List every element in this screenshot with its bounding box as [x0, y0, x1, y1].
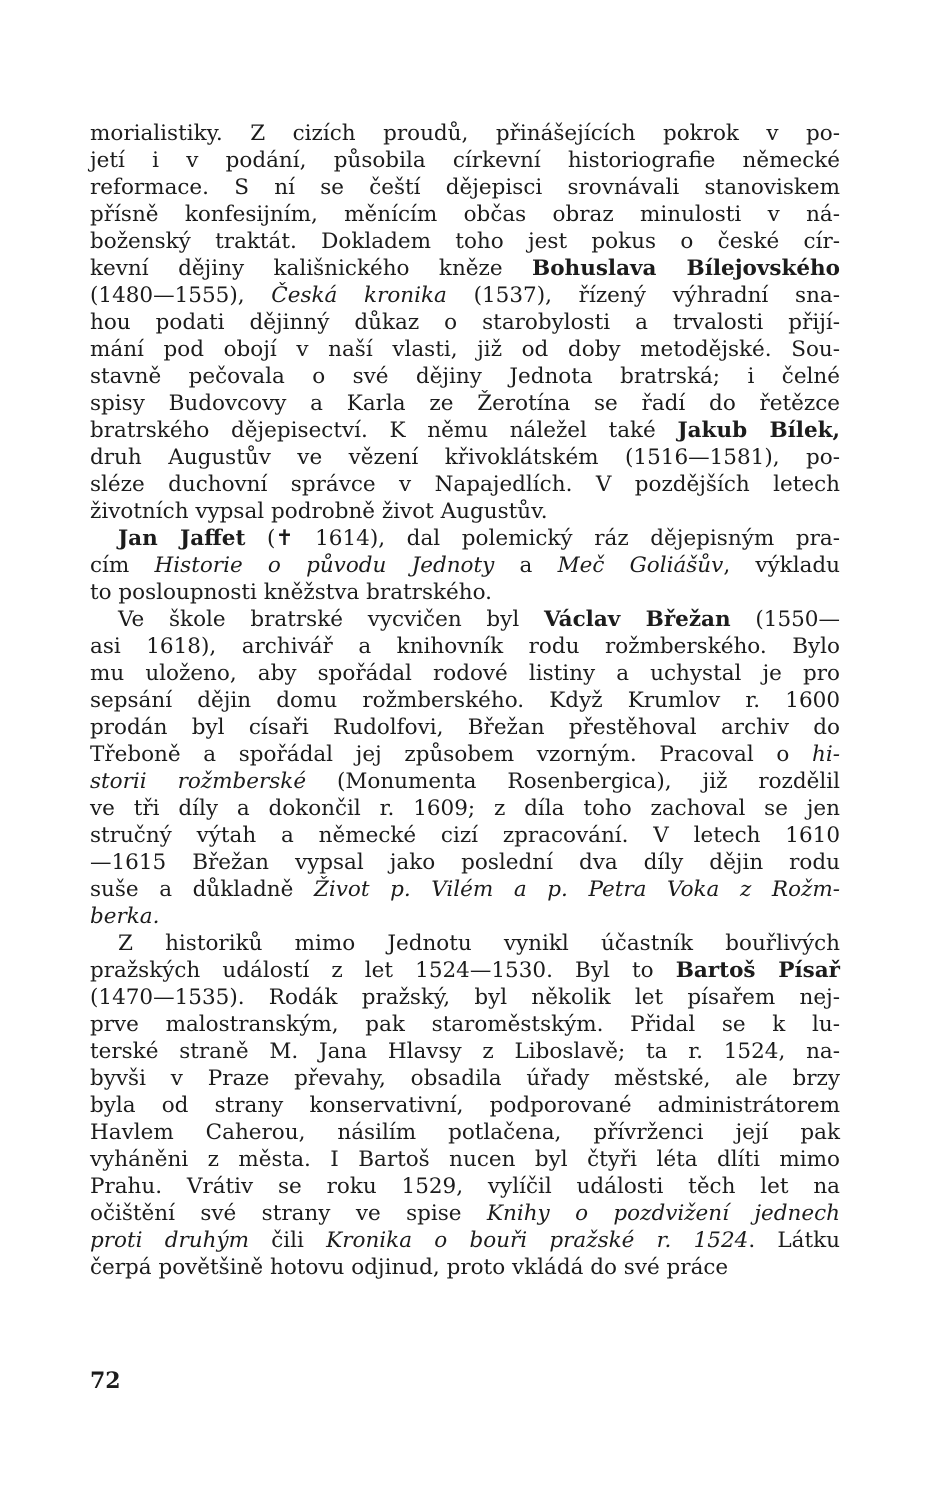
text-segment: bratrského dějepisectví. K němu náležel také	[90, 418, 678, 443]
text-line	[90, 174, 840, 201]
text-segment: pražských událostí z let 1524—1530. Byl to	[90, 958, 676, 983]
italic-title: Meč Goliášův	[557, 553, 724, 578]
text-segment: morialistiky. Z cizích proudů, přinášejících pokrok v po-	[90, 121, 840, 146]
text-line	[90, 1146, 840, 1173]
text-line	[90, 525, 840, 552]
text-segment: přísně konfesijním, měnícím občas obraz minulosti v ná-	[90, 202, 840, 227]
text-line	[90, 120, 840, 147]
text-segment: sléze duchovní správce v Napajedlích. V pozdějších letech	[90, 472, 840, 497]
text-line	[90, 1092, 840, 1119]
italic-title: Knihy o pozdvižení jednech	[486, 1201, 841, 1226]
text-segment: byvši v Praze převahy, obsadila úřady městské, ale brzy	[90, 1066, 840, 1091]
text-line	[90, 552, 840, 579]
text-line	[90, 498, 840, 525]
italic-title: Historie o původu Jednoty	[154, 553, 495, 578]
text-segment: (Monumenta Rosenbergica), již rozdělil	[306, 769, 840, 794]
text-line	[90, 1011, 840, 1038]
text-segment: očištění své strany ve spise	[90, 1201, 487, 1226]
text-line	[90, 390, 840, 417]
bold-name: Bohuslava Bílejovského	[532, 256, 840, 281]
text-line	[90, 795, 840, 822]
text-line	[90, 930, 840, 957]
text-line	[90, 1200, 840, 1227]
text-segment: ve tři díly a dokončil r. 1609; z díla toho zachoval se jen	[90, 796, 840, 821]
text-line	[90, 444, 840, 471]
text-line	[90, 1119, 840, 1146]
italic-title: proti druhým	[90, 1228, 250, 1253]
page-number: 72	[90, 1368, 121, 1394]
text-line	[90, 282, 840, 309]
text-segment: sepsání dějin domu rožmberského. Když Krumlov r. 1600	[90, 688, 840, 713]
text-segment: Prahu. Vrátiv se roku 1529, vylíčil události těch let na	[90, 1174, 840, 1199]
text-segment: čili	[249, 1228, 327, 1253]
text-line	[90, 1065, 840, 1092]
text-segment: (1537), řízený výhradní sna-	[446, 283, 840, 308]
text-line	[90, 363, 840, 390]
text-line	[90, 660, 840, 687]
text-segment: spisy Budovcovy a Karla ze Žerotína se řadí do řetězce	[90, 391, 840, 416]
italic-title: Česká kronika	[271, 283, 447, 308]
text-segment: čerpá povětšině hotovu odjinud, proto vkládá do své práce	[90, 1255, 729, 1280]
bold-name: Jan Jaffet	[118, 526, 246, 551]
text-segment: Havlem Caherou, násilím potlačena, přívrženci její pak	[90, 1120, 840, 1145]
paragraph	[90, 930, 840, 1281]
text-segment: , výkladu	[723, 553, 841, 578]
text-segment: vyháněni z města. I Bartoš nucen byl čtyři léta dlíti mimo	[90, 1147, 840, 1172]
text-segment: a	[494, 553, 558, 578]
text-segment: byla od strany konservativní, podporované administrátorem	[90, 1093, 840, 1118]
italic-title: Život p. Vilém a p. Petra Voka z Rožm-	[313, 877, 840, 902]
paragraph	[90, 120, 840, 525]
text-segment: stručný výtah a německé cizí zpracování. V letech 1610	[90, 823, 840, 848]
text-segment: boženský traktát. Dokladem toho jest pokus o české cír-	[90, 229, 840, 254]
text-segment: (✝ 1614), dal polemický ráz dějepisným pra-	[245, 526, 840, 551]
italic-title: hi-	[812, 742, 840, 767]
paragraph	[90, 525, 840, 606]
text-line	[90, 984, 840, 1011]
text-line	[90, 687, 840, 714]
italic-title: storii rožmberské	[90, 769, 307, 794]
bold-name: Jakub Bílek,	[677, 418, 841, 443]
text-line	[90, 714, 840, 741]
text-segment: cím	[90, 553, 155, 578]
text-segment: . Látku	[748, 1228, 840, 1253]
text-segment: to posloupnosti kněžstva bratrského.	[90, 580, 492, 605]
text-segment: asi 1618), archivář a knihovník rodu rožmberského. Bylo	[90, 634, 840, 659]
text-line	[90, 957, 840, 984]
bold-name: Bartoš Písař	[675, 958, 840, 983]
text-line	[90, 606, 840, 633]
text-line	[90, 849, 840, 876]
text-line	[90, 417, 840, 444]
text-segment: —1615 Břežan vypsal jako poslední dva díly dějin rodu	[90, 850, 840, 875]
text-line	[90, 876, 840, 903]
text-segment: mu uloženo, aby spořádal rodové listiny a uchystal je pro	[90, 661, 840, 686]
text-segment: životních vypsal podrobně život Augustův.	[90, 499, 548, 524]
paragraph	[90, 606, 840, 930]
text-line	[90, 255, 840, 282]
text-segment: prodán byl císaři Rudolfovi, Břežan přestěhoval archiv do	[90, 715, 840, 740]
text-line	[90, 1227, 840, 1254]
italic-title: berka.	[90, 904, 160, 929]
text-segment: mání pod obojí v naší vlasti, již od doby metodějské. Sou-	[90, 337, 840, 362]
text-segment: jetí i v podání, působila církevní historiografie německé	[90, 148, 840, 173]
book-page-text	[90, 120, 840, 1281]
text-segment: suše a důkladně	[90, 877, 314, 902]
text-segment: druh Augustův ve vězení křivoklátském (1516—1581), po-	[90, 445, 840, 470]
text-line	[90, 336, 840, 363]
text-line	[90, 633, 840, 660]
text-line	[90, 471, 840, 498]
text-line	[90, 822, 840, 849]
text-line	[90, 228, 840, 255]
italic-title: Kronika o bouři pražské r. 1524	[326, 1228, 749, 1253]
text-line	[90, 1038, 840, 1065]
text-line	[90, 903, 840, 930]
text-line	[90, 579, 840, 606]
text-segment: (1480—1555),	[90, 283, 272, 308]
text-segment: kevní dějiny kališnického kněze	[90, 256, 533, 281]
text-segment: hou podati dějinný důkaz o starobylosti a trvalosti přijí-	[90, 310, 840, 335]
text-segment: (1470—1535). Rodák pražský, byl několik let písařem nej-	[90, 985, 840, 1010]
text-line	[90, 1254, 840, 1281]
text-segment: reformace. S ní se čeští dějepisci srovnávali stanoviskem	[90, 175, 840, 200]
text-line	[90, 768, 840, 795]
text-segment: prve malostranským, pak staroměstským. Přidal se k lu-	[90, 1012, 840, 1037]
text-segment: terské straně M. Jana Hlavsy z Liboslavě; ta r. 1524, na-	[90, 1039, 840, 1064]
text-line	[90, 1173, 840, 1200]
text-line	[90, 201, 840, 228]
text-segment: Z historiků mimo Jednotu vynikl účastník bouřlivých	[118, 931, 840, 956]
bold-name: Václav Břežan	[543, 607, 731, 632]
text-segment: Ve škole bratrské vycvičen byl	[118, 607, 544, 632]
text-line	[90, 309, 840, 336]
text-segment: Třeboně a spořádal jej způsobem vzorným. Pracoval o	[90, 742, 812, 767]
text-line	[90, 741, 840, 768]
text-line	[90, 147, 840, 174]
text-segment: stavně pečovala o své dějiny Jednota bratrská; i čelné	[90, 364, 840, 389]
text-segment: (1550—	[730, 607, 840, 632]
